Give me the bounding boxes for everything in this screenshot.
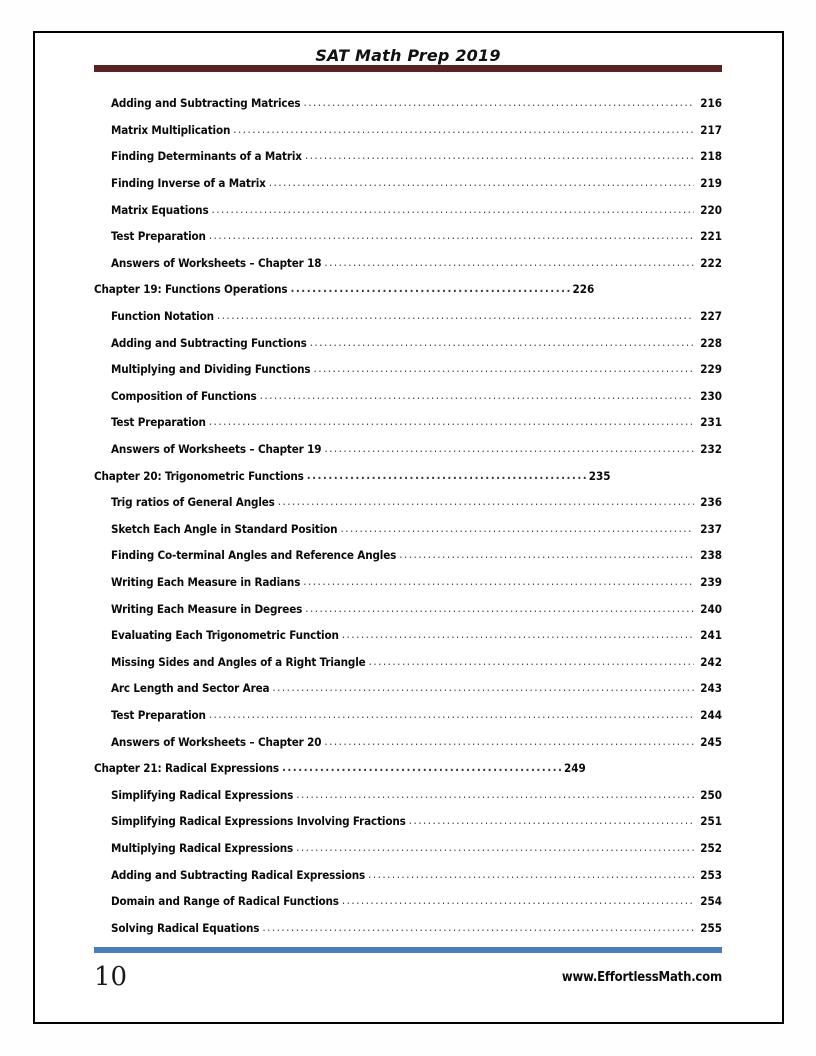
toc-entry-row[interactable] <box>94 329 722 356</box>
toc-dot-leader <box>260 389 694 403</box>
toc-entry-row[interactable] <box>94 409 722 436</box>
toc-dot-leader <box>340 522 694 536</box>
toc-entry-row[interactable] <box>94 303 722 330</box>
toc-entry-label: Matrix Equations <box>111 202 209 217</box>
toc-page-number: 253 <box>700 867 722 882</box>
toc-page-number: 239 <box>700 574 722 589</box>
toc-entry-label: Finding Co-terminal Angles and Reference Angles <box>111 548 397 563</box>
toc-page-number: 219 <box>700 176 722 191</box>
toc-entry-row[interactable] <box>94 595 722 622</box>
toc-entry-row[interactable] <box>94 888 722 915</box>
toc-page-number: 217 <box>700 122 722 137</box>
toc-entry-row[interactable] <box>94 861 722 888</box>
toc-dot-leader <box>209 415 694 429</box>
toc-page-number: 228 <box>700 335 722 350</box>
toc-page-number: 249 <box>563 761 586 776</box>
toc-page-number: 229 <box>700 362 722 377</box>
toc-entry-row[interactable] <box>94 622 722 649</box>
toc-entry-label: Evaluating Each Trigonometric Function <box>111 628 339 643</box>
toc-entry-row[interactable] <box>94 436 722 463</box>
toc-dot-leader <box>303 575 694 589</box>
toc-entry-row[interactable] <box>94 90 722 117</box>
toc-page-number: 245 <box>700 734 722 749</box>
toc-page-number: 237 <box>700 521 722 536</box>
toc-entry-label: Answers of Worksheets – Chapter 19 <box>111 442 322 457</box>
toc-entry-label: Chapter 21: Radical Expressions <box>94 761 279 776</box>
toc-page-number: 236 <box>700 495 722 510</box>
toc-dot-leader <box>296 841 694 855</box>
toc-dot-leader <box>342 894 694 908</box>
toc-entry-row[interactable] <box>94 781 722 808</box>
toc-dot-leader <box>209 708 694 722</box>
toc-entry-row[interactable] <box>94 542 722 569</box>
toc-page-number: 250 <box>700 787 722 802</box>
page-footer <box>94 957 722 997</box>
toc-entry-row[interactable] <box>94 196 722 223</box>
toc-entry-row[interactable] <box>94 835 722 862</box>
toc-dot-leader <box>324 256 694 270</box>
toc-entry-row[interactable] <box>94 702 722 729</box>
toc-page-number: 242 <box>700 654 722 669</box>
toc-entry-label: Missing Sides and Angles of a Right Triangle <box>111 654 366 669</box>
toc-page-number: 252 <box>700 840 722 855</box>
toc-entry-label: Adding and Subtracting Matrices <box>111 96 301 111</box>
toc-dot-leader <box>296 788 694 802</box>
toc-dot-leader <box>272 681 694 695</box>
toc-dot-leader <box>313 362 694 376</box>
table-of-contents <box>94 90 722 941</box>
footer-divider-rule <box>94 947 722 953</box>
toc-entry-row[interactable] <box>94 223 722 250</box>
toc-page-number: 231 <box>700 415 722 430</box>
toc-entry-label: Domain and Range of Radical Functions <box>111 894 339 909</box>
toc-dot-leader <box>399 548 694 562</box>
toc-page-number: 235 <box>588 468 611 483</box>
toc-dot-leader <box>209 229 694 243</box>
toc-entry-label: Adding and Subtracting Functions <box>111 335 307 350</box>
toc-entry-label: Multiplying Radical Expressions <box>111 840 294 855</box>
toc-entry-label: Matrix Multiplication <box>111 122 231 137</box>
toc-page-number: 241 <box>700 628 722 643</box>
toc-entry-label: Finding Inverse of a Matrix <box>111 176 266 191</box>
toc-entry-label: Writing Each Measure in Degrees <box>111 601 303 616</box>
toc-page-number: 244 <box>700 707 722 722</box>
toc-dot-leader <box>217 309 694 323</box>
toc-entry-label: Sketch Each Angle in Standard Position <box>111 521 338 536</box>
toc-entry-label: Trig ratios of General Angles <box>111 495 275 510</box>
toc-page-number: 240 <box>700 601 722 616</box>
toc-entry-label: Solving Radical Equations <box>111 920 260 935</box>
toc-entry-label: Multiplying and Dividing Functions <box>111 362 311 377</box>
toc-entry-row[interactable] <box>94 489 722 516</box>
toc-entry-label: Finding Determinants of a Matrix <box>111 149 302 164</box>
toc-entry-label: Answers of Worksheets – Chapter 20 <box>111 734 322 749</box>
toc-page-number: 221 <box>700 229 722 244</box>
toc-dot-leader <box>342 628 694 642</box>
toc-entry-row[interactable] <box>94 143 722 170</box>
toc-page-number: 216 <box>700 96 722 111</box>
toc-chapter-row[interactable] <box>94 462 722 489</box>
footer-page-number: 10 <box>94 962 128 992</box>
toc-entry-label: Arc Length and Sector Area <box>111 681 270 696</box>
toc-dot-leader <box>409 814 694 828</box>
toc-page-number: 255 <box>700 920 722 935</box>
toc-entry-row[interactable] <box>94 170 722 197</box>
header-divider-rule <box>94 65 722 72</box>
toc-entry-row[interactable] <box>94 250 722 277</box>
toc-entry-row[interactable] <box>94 383 722 410</box>
toc-dot-leader <box>278 495 694 509</box>
toc-entry-label: Composition of Functions <box>111 388 257 403</box>
toc-page-number: 238 <box>700 548 722 563</box>
toc-page-number: 226 <box>572 282 595 297</box>
toc-entry-row[interactable] <box>94 728 722 755</box>
toc-entry-row[interactable] <box>94 675 722 702</box>
toc-entry-label: Test Preparation <box>111 707 206 722</box>
toc-entry-row[interactable] <box>94 648 722 675</box>
toc-dot-leader <box>262 921 694 935</box>
toc-dot-leader <box>290 282 570 296</box>
toc-page-number: 243 <box>700 681 722 696</box>
toc-page-number: 220 <box>700 202 722 217</box>
toc-dot-leader <box>269 176 694 190</box>
toc-dot-leader <box>305 149 694 163</box>
toc-entry-label: Writing Each Measure in Radians <box>111 574 301 589</box>
toc-entry-label: Adding and Subtracting Radical Expressions <box>111 867 366 882</box>
toc-entry-label: Simplifying Radical Expressions <box>111 787 294 802</box>
toc-entry-label: Chapter 20: Trigonometric Functions <box>94 468 304 483</box>
toc-entry-row[interactable] <box>94 516 722 543</box>
toc-page-number: 218 <box>700 149 722 164</box>
toc-dot-leader <box>324 735 694 749</box>
toc-chapter-row[interactable] <box>94 755 722 782</box>
toc-page-number: 254 <box>700 894 722 909</box>
toc-dot-leader <box>212 203 695 217</box>
toc-dot-leader <box>303 96 694 110</box>
toc-page-number: 222 <box>700 255 722 270</box>
toc-dot-leader <box>369 655 694 669</box>
toc-entry-label: Chapter 19: Functions Operations <box>94 282 288 297</box>
toc-entry-label: Simplifying Radical Expressions Involving Fractions <box>111 814 406 829</box>
toc-entry-label: Function Notation <box>111 309 214 324</box>
toc-entry-row[interactable] <box>94 569 722 596</box>
toc-dot-leader <box>310 336 694 350</box>
footer-website-link[interactable]: www.EffortlessMath.com <box>561 969 722 985</box>
toc-entry-row[interactable] <box>94 914 722 941</box>
toc-entry-label: Test Preparation <box>111 229 206 244</box>
toc-entry-row[interactable] <box>94 808 722 835</box>
toc-entry-label: Answers of Worksheets – Chapter 18 <box>111 255 322 270</box>
toc-dot-leader <box>307 469 587 483</box>
page-title: SAT Math Prep 2019 <box>315 46 501 65</box>
toc-dot-leader <box>233 123 694 137</box>
toc-entry-label: Test Preparation <box>111 415 206 430</box>
toc-page-number: 232 <box>700 442 722 457</box>
toc-dot-leader <box>324 442 694 456</box>
toc-dot-leader <box>282 761 562 775</box>
toc-entry-row[interactable] <box>94 356 722 383</box>
toc-dot-leader <box>368 868 694 882</box>
toc-dot-leader <box>305 602 694 616</box>
toc-page-number: 227 <box>700 309 722 324</box>
toc-page-number: 230 <box>700 388 722 403</box>
toc-page-number: 251 <box>700 814 722 829</box>
toc-entry-row[interactable] <box>94 117 722 144</box>
toc-chapter-row[interactable] <box>94 276 722 303</box>
